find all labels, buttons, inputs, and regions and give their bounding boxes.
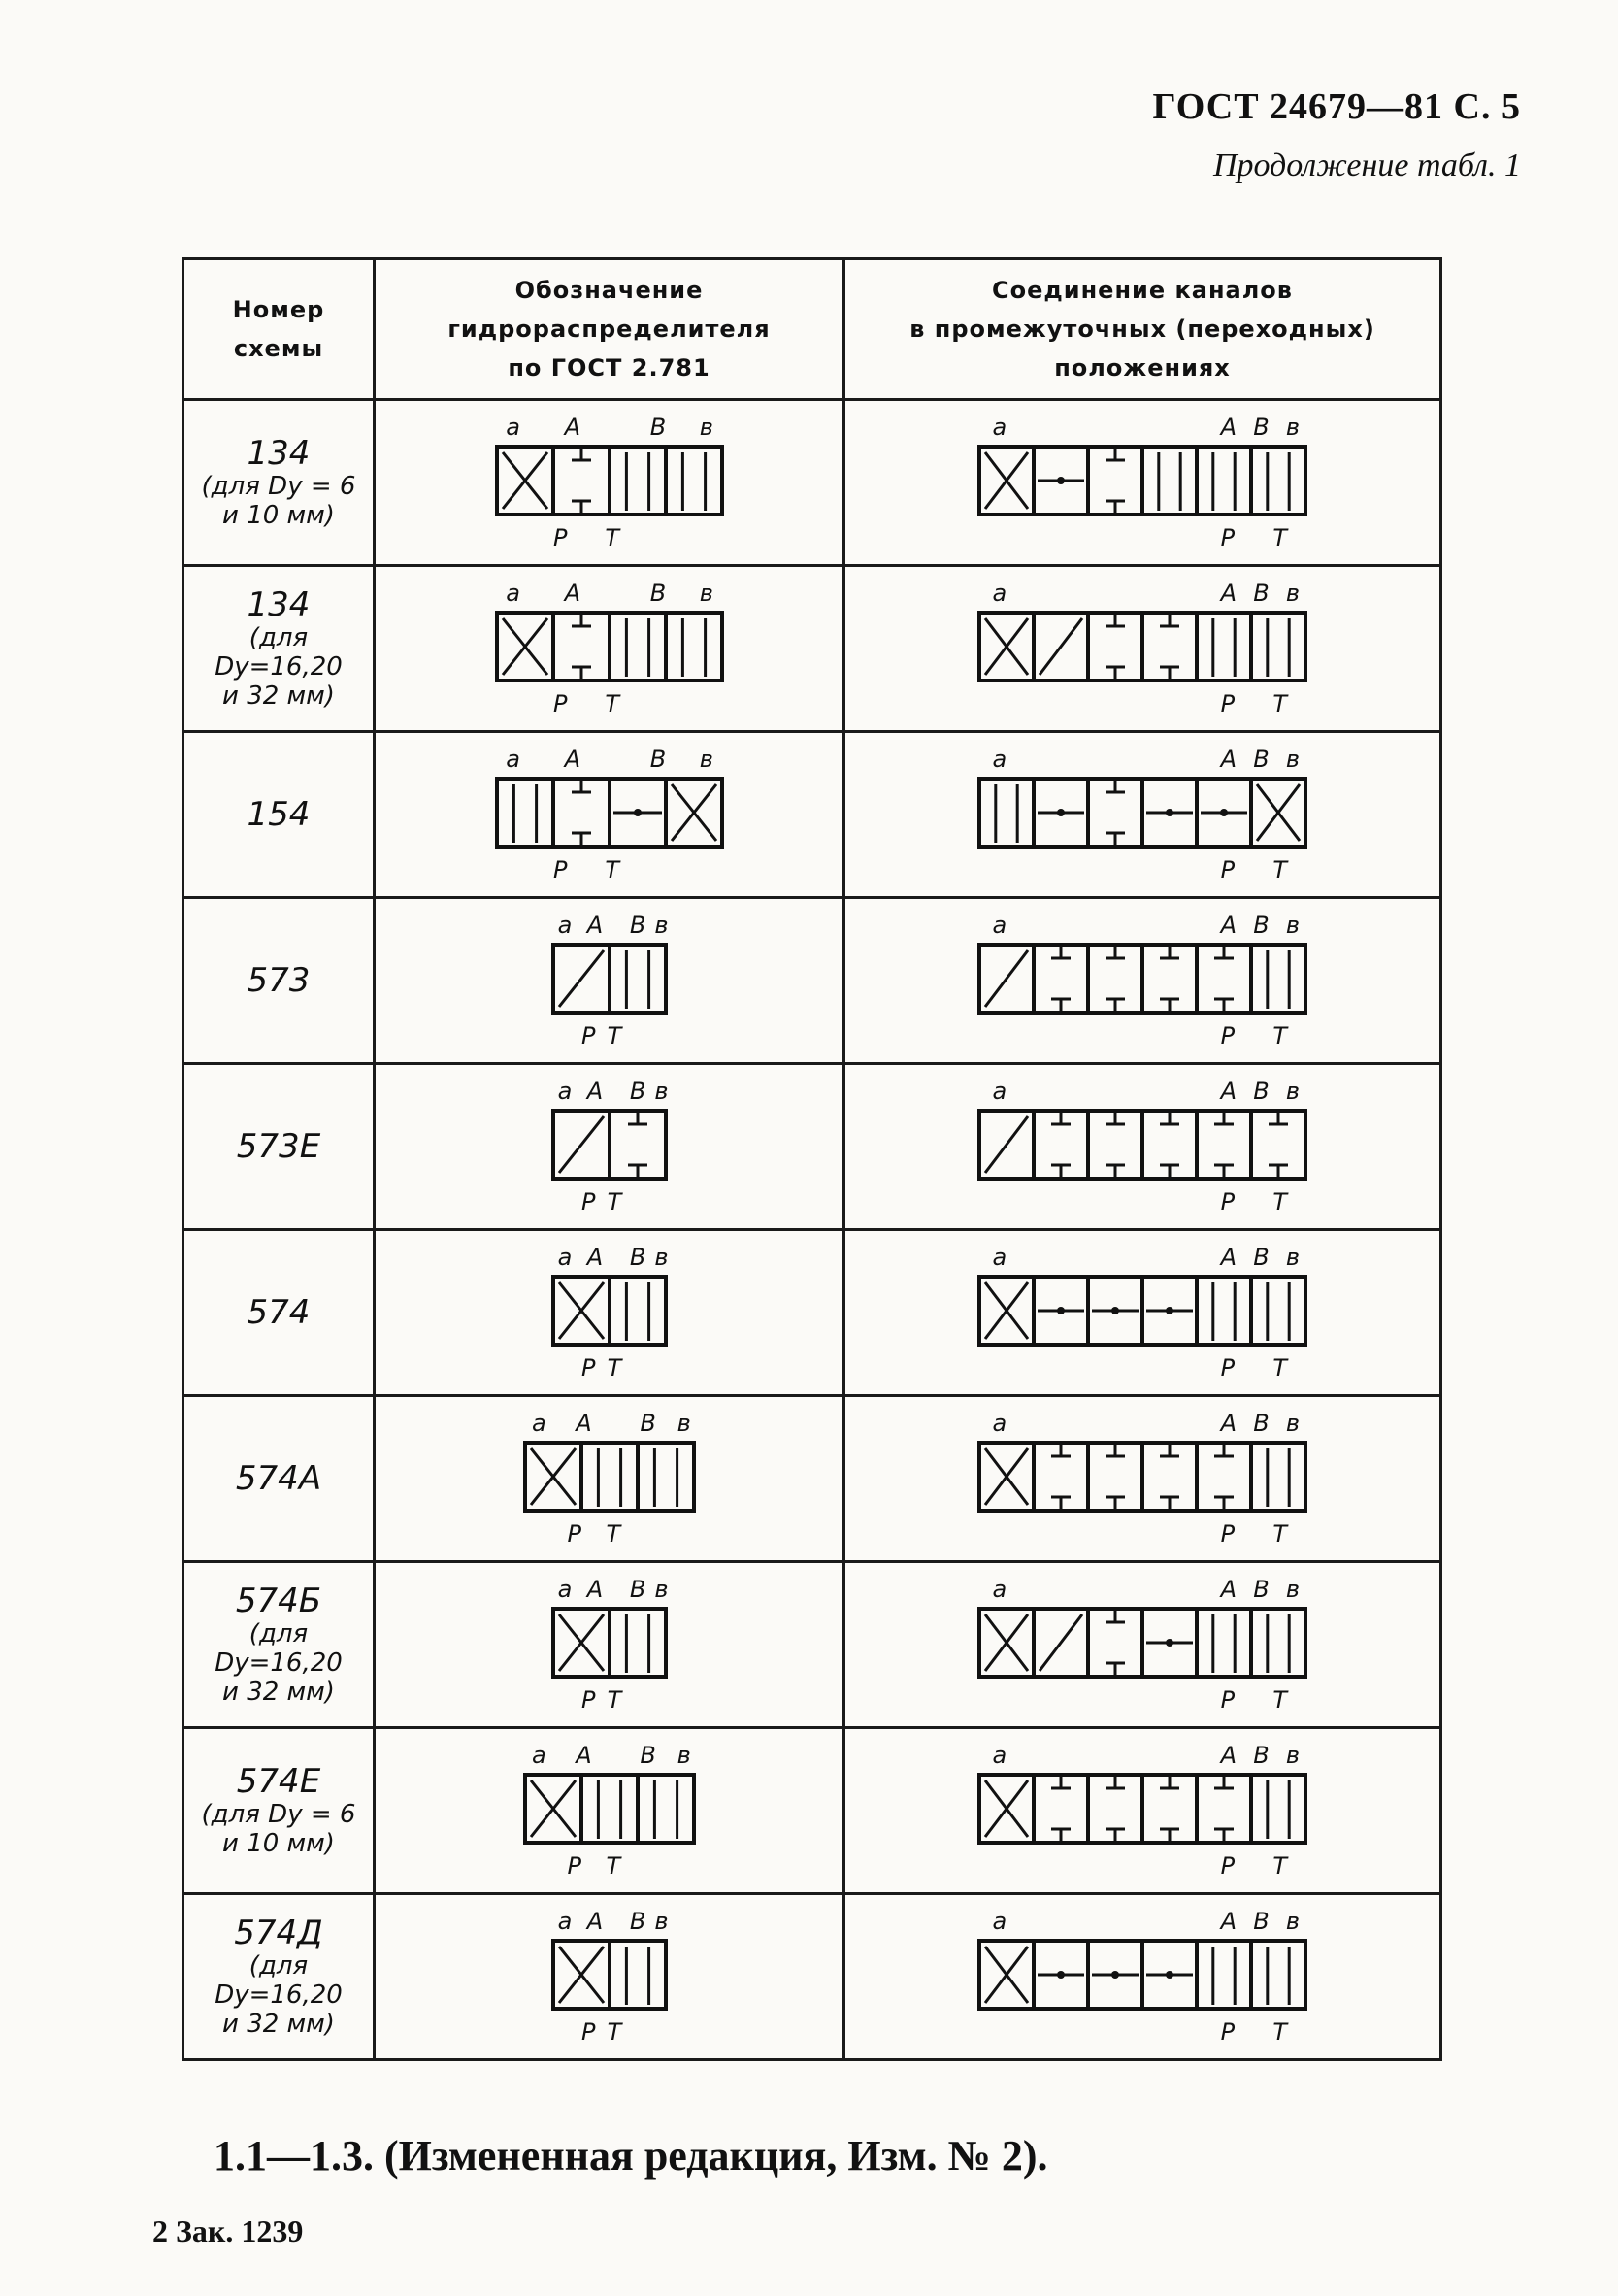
port-label: В [639, 1410, 656, 1437]
scheme-number: 574А [235, 1459, 322, 1498]
port-label: в [1285, 1576, 1300, 1603]
junction-dot [1166, 1971, 1173, 1979]
valve-symbol [487, 742, 732, 887]
port-label: Т [1272, 1520, 1288, 1547]
junction-dot [1057, 477, 1065, 484]
port-label: Т [1272, 524, 1288, 551]
port-label: В [629, 1576, 645, 1603]
port-label: Р [1220, 2018, 1236, 2046]
port-label: Т [607, 1686, 621, 1714]
transition-positions-cell [844, 400, 1441, 566]
port-label: Р [1220, 1686, 1236, 1714]
port-label: Р [1220, 1022, 1236, 1049]
port-label: А [586, 1576, 603, 1603]
scheme-number-cell [183, 1562, 375, 1728]
port-label: А [1220, 414, 1238, 441]
scheme-number-cell [183, 1230, 375, 1396]
port-label: Т [607, 1188, 621, 1215]
transition-positions-cell [844, 1562, 1441, 1728]
port-label: а [992, 746, 1007, 773]
transition-positions-cell [844, 732, 1441, 898]
valve-envelope [638, 1775, 694, 1843]
port-label: А [1220, 1576, 1238, 1603]
port-label: Р [567, 1520, 581, 1547]
scheme-number-cell [183, 566, 375, 732]
valve-envelope [1197, 1277, 1251, 1345]
table-row [183, 1562, 1441, 1728]
header-line: гидрораспределителя [447, 316, 771, 343]
valve-envelope [610, 945, 666, 1013]
port-label: в [653, 912, 669, 939]
valve-designation-cell [375, 1728, 844, 1894]
transition-positions-cell [844, 1230, 1441, 1396]
valve-envelope [581, 1443, 638, 1511]
scheme-number: 134 [247, 434, 311, 473]
valve-symbol [515, 1406, 704, 1551]
valve-designation-cell [375, 732, 844, 898]
scheme-number-cell [183, 1064, 375, 1230]
port-label: а [557, 1078, 572, 1105]
valve-envelope [1197, 613, 1251, 681]
port-label: В [1253, 1410, 1270, 1437]
valve-envelope [1197, 1941, 1251, 2009]
valve-envelope [1251, 1941, 1305, 2009]
port-label: Р [580, 1022, 595, 1049]
transition-positions-cell [844, 1064, 1441, 1230]
valve-symbol [487, 576, 732, 721]
port-label: В [1253, 580, 1270, 607]
header-line: по ГОСТ 2.781 [508, 354, 710, 382]
valve-designation-cell [375, 1562, 844, 1728]
valve-envelope [1251, 1443, 1305, 1511]
port-label: Р [552, 690, 567, 717]
port-label: А [586, 1908, 603, 1935]
port-label: а [505, 746, 520, 773]
scheme-number-cell [183, 1728, 375, 1894]
port-label: а [505, 414, 520, 441]
table-row [183, 1894, 1441, 2060]
port-label: В [1253, 912, 1270, 939]
valve-designation-cell [375, 566, 844, 732]
scheme-number: 573Е [236, 1127, 321, 1166]
transition-symbol [970, 742, 1315, 887]
port-label: Р [552, 856, 567, 883]
port-label: Р [552, 524, 567, 551]
amendment-note: 1.1—1.3. (Измененная редакция, Изм. № 2). [214, 2132, 1048, 2180]
port-label: Т [607, 1354, 621, 1381]
scheme-number: 574Д [234, 1913, 323, 1952]
valve-envelope [610, 447, 666, 515]
port-label: Р [580, 1188, 595, 1215]
port-label: в [653, 1576, 669, 1603]
port-label: В [1253, 1078, 1270, 1105]
flow-path [559, 950, 604, 1007]
port-label: Т [1272, 1686, 1288, 1714]
table-row [183, 732, 1441, 898]
valve-envelope [497, 779, 553, 847]
port-label: а [557, 1576, 572, 1603]
port-label: в [1285, 1410, 1300, 1437]
port-label: А [1220, 1742, 1238, 1769]
valve-envelope [610, 1609, 666, 1677]
port-label: В [1253, 414, 1270, 441]
port-label: А [1220, 1078, 1238, 1105]
scheme-note: и 32 мм) [222, 1678, 335, 1707]
table-row [183, 400, 1441, 566]
port-label: В [649, 414, 666, 441]
port-label: в [1285, 1908, 1300, 1935]
port-label: Р [567, 1852, 581, 1880]
valve-envelope [581, 1775, 638, 1843]
port-label: А [1220, 1908, 1238, 1935]
flow-path [1040, 1614, 1082, 1671]
scheme-note: (для Dy = 6 [201, 1800, 356, 1829]
scheme-number-cell [183, 1396, 375, 1562]
valve-envelope [1251, 1609, 1305, 1677]
transition-symbol [970, 1572, 1315, 1717]
valve-designation-cell [375, 1396, 844, 1562]
port-label: а [992, 1576, 1007, 1603]
port-label: а [992, 1908, 1007, 1935]
table-row [183, 566, 1441, 732]
port-label: Т [604, 690, 619, 717]
table-row [183, 1064, 1441, 1230]
port-label: в [699, 580, 713, 607]
port-label: Р [1220, 1520, 1236, 1547]
valve-envelope [1197, 447, 1251, 515]
transition-symbol [970, 410, 1315, 555]
port-label: а [992, 1078, 1007, 1105]
port-label: А [1220, 912, 1238, 939]
port-label: В [649, 746, 666, 773]
port-label: А [1220, 746, 1238, 773]
valve-envelope [666, 613, 722, 681]
junction-dot [1220, 809, 1228, 816]
valve-designation-cell [375, 1064, 844, 1230]
port-label: в [1285, 746, 1300, 773]
scheme-note: и 32 мм) [222, 682, 335, 711]
transition-symbol [970, 1074, 1315, 1219]
valve-symbol [544, 1904, 676, 2049]
transition-symbol [970, 908, 1315, 1053]
transition-symbol [970, 1406, 1315, 1551]
port-label: В [1253, 1576, 1270, 1603]
valve-symbol [515, 1738, 704, 1883]
junction-dot [1057, 809, 1065, 816]
table-continuation: Продолжение табл. 1 [1212, 148, 1521, 183]
port-label: В [649, 580, 666, 607]
transition-positions-cell [844, 1728, 1441, 1894]
transition-positions-cell [844, 1894, 1441, 2060]
port-label: Р [1220, 1188, 1236, 1215]
valve-envelope [1251, 1277, 1305, 1345]
port-label: А [586, 912, 603, 939]
port-label: в [653, 1908, 669, 1935]
port-label: Т [606, 1520, 620, 1547]
scheme-note: (для Dy=16,20 [215, 1619, 343, 1678]
valve-envelope [1251, 613, 1305, 681]
port-label: в [677, 1742, 691, 1769]
scheme-number: 134 [247, 585, 311, 624]
standard-header: ГОСТ 24679—81 С. 5 [1152, 86, 1521, 127]
port-label: Р [1220, 1354, 1236, 1381]
scheme-note: (для Dy=16,20 [215, 623, 343, 682]
header-line: схемы [233, 335, 324, 362]
table-row [183, 1396, 1441, 1562]
port-label: Р [1220, 856, 1236, 883]
transition-symbol [970, 576, 1315, 721]
transition-positions-cell [844, 1396, 1441, 1562]
port-label: Р [580, 1354, 595, 1381]
port-label: В [629, 1244, 645, 1271]
valve-symbol [544, 908, 676, 1053]
valve-envelope [638, 1443, 694, 1511]
port-label: А [1220, 580, 1238, 607]
port-label: А [575, 1742, 592, 1769]
port-label: в [653, 1244, 669, 1271]
port-label: а [557, 912, 572, 939]
port-label: Т [607, 1022, 621, 1049]
order-number: 2 Зак. 1239 [152, 2213, 304, 2248]
port-label: А [564, 746, 580, 773]
port-label: В [1253, 1244, 1270, 1271]
port-label: а [557, 1244, 572, 1271]
port-label: Т [1272, 690, 1288, 717]
table-row [183, 1728, 1441, 1894]
transition-symbol [970, 1240, 1315, 1385]
port-label: а [531, 1742, 546, 1769]
port-label: Т [1272, 2018, 1288, 2046]
table-row [183, 1230, 1441, 1396]
valve-envelope [1251, 945, 1305, 1013]
port-label: Т [1272, 1354, 1288, 1381]
valve-designation-cell [375, 1894, 844, 2060]
port-label: а [505, 580, 520, 607]
port-label: Т [1272, 1022, 1288, 1049]
valve-symbol [487, 410, 732, 555]
flow-path [985, 950, 1028, 1007]
scheme-number: 573 [247, 961, 311, 1000]
scheme-number: 574Е [236, 1762, 321, 1801]
port-label: Т [604, 856, 619, 883]
valve-symbol [544, 1074, 676, 1219]
port-label: в [1285, 1078, 1300, 1105]
port-label: а [992, 580, 1007, 607]
header-line: Соединение каналов [992, 277, 1293, 304]
junction-dot [634, 809, 642, 816]
transition-symbol [970, 1904, 1315, 2049]
valve-envelope [1251, 1775, 1305, 1843]
transition-positions-cell [844, 566, 1441, 732]
scheme-number-cell [183, 400, 375, 566]
scheme-note: и 10 мм) [222, 501, 335, 530]
valve-symbol [544, 1572, 676, 1717]
port-label: В [629, 1078, 645, 1105]
port-label: В [629, 912, 645, 939]
scheme-note: (для Dy=16,20 [215, 1951, 343, 2010]
table-header-row [183, 259, 1441, 400]
valve-envelope [610, 1941, 666, 2009]
junction-dot [1111, 1971, 1119, 1979]
scheme-number: 154 [247, 795, 311, 834]
junction-dot [1057, 1307, 1065, 1314]
port-label: в [677, 1410, 691, 1437]
scheme-number-cell [183, 732, 375, 898]
transition-symbol [970, 1738, 1315, 1883]
transition-positions-cell [844, 898, 1441, 1064]
port-label: а [992, 414, 1007, 441]
flow-path [1040, 618, 1082, 675]
port-label: а [992, 1410, 1007, 1437]
port-label: Т [604, 524, 619, 551]
port-label: Т [1272, 856, 1288, 883]
valve-envelope [610, 1277, 666, 1345]
port-label: в [1285, 912, 1300, 939]
port-label: Р [1220, 524, 1236, 551]
scheme-note: и 10 мм) [222, 1829, 335, 1858]
port-label: а [531, 1410, 546, 1437]
header-scheme-number [183, 259, 375, 400]
table-row [183, 898, 1441, 1064]
valve-envelope [1251, 447, 1305, 515]
valve-envelope [1197, 1609, 1251, 1677]
valve-envelope [610, 613, 666, 681]
valve-envelope [1142, 447, 1197, 515]
port-label: Т [1272, 1188, 1288, 1215]
header-designation [375, 259, 844, 400]
flow-path [985, 1116, 1028, 1173]
valve-designation-cell [375, 400, 844, 566]
header-line: в промежуточных (переходных) [909, 316, 1375, 343]
port-label: В [639, 1742, 656, 1769]
port-label: Т [607, 2018, 621, 2046]
valve-envelope [666, 447, 722, 515]
port-label: Р [580, 1686, 595, 1714]
header-line: положениях [1054, 354, 1231, 382]
port-label: Р [580, 2018, 595, 2046]
junction-dot [1166, 809, 1173, 816]
valve-envelope [979, 779, 1034, 847]
port-label: А [564, 580, 580, 607]
port-label: в [699, 414, 713, 441]
port-label: В [1253, 746, 1270, 773]
flow-path [559, 1116, 604, 1173]
scheme-number: 574Б [235, 1581, 322, 1620]
valve-designation-cell [375, 898, 844, 1064]
port-label: в [653, 1078, 669, 1105]
junction-dot [1166, 1307, 1173, 1314]
scheme-number-cell [183, 1894, 375, 2060]
port-label: в [1285, 1742, 1300, 1769]
port-label: а [992, 1244, 1007, 1271]
port-label: в [1285, 1244, 1300, 1271]
junction-dot [1166, 1639, 1173, 1647]
port-label: Р [1220, 690, 1236, 717]
port-label: Р [1220, 1852, 1236, 1880]
scheme-note: и 32 мм) [222, 2010, 335, 2039]
port-label: А [1220, 1410, 1238, 1437]
header-channel-connection [844, 259, 1441, 400]
port-label: а [557, 1908, 572, 1935]
port-label: в [1285, 414, 1300, 441]
header-line: Номер [232, 296, 325, 323]
port-label: а [992, 912, 1007, 939]
port-label: А [586, 1078, 603, 1105]
port-label: А [586, 1244, 603, 1271]
valve-symbol [544, 1240, 676, 1385]
port-label: в [699, 746, 713, 773]
header-line: Обозначение [514, 277, 704, 304]
spool-schemes-table [182, 257, 1442, 2061]
port-label: Т [1272, 1852, 1288, 1880]
port-label: А [575, 1410, 592, 1437]
port-label: А [564, 414, 580, 441]
port-label: В [1253, 1908, 1270, 1935]
valve-designation-cell [375, 1230, 844, 1396]
port-label: в [1285, 580, 1300, 607]
scheme-number: 574 [247, 1293, 311, 1332]
scheme-number-cell [183, 898, 375, 1064]
scheme-note: (для Dy = 6 [201, 472, 356, 501]
port-label: а [992, 1742, 1007, 1769]
junction-dot [1057, 1971, 1065, 1979]
port-label: В [1253, 1742, 1270, 1769]
port-label: Т [606, 1852, 620, 1880]
port-label: А [1220, 1244, 1238, 1271]
junction-dot [1111, 1307, 1119, 1314]
port-label: В [629, 1908, 645, 1935]
